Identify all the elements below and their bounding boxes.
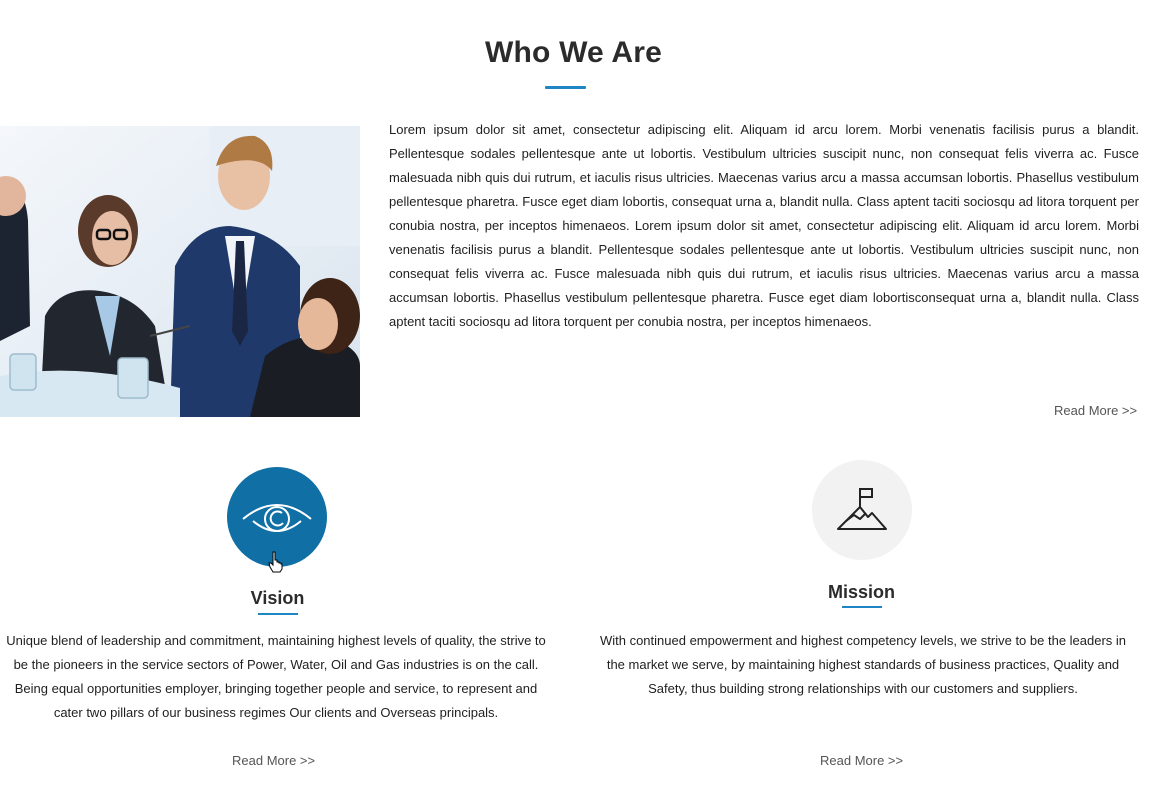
eye-icon — [241, 497, 313, 537]
team-photo-illustration — [0, 126, 360, 417]
about-text: Lorem ipsum dolor sit amet, consectetur adipiscing elit. Aliquam id arcu lorem. Morbi venenatis facilisis purus a blandit. Pellentesque sodales pellentesque ante ut lobortis. Vestibulum ultricies suscipit nunc, non consequat felis viverra ac. Fusce malesuada nibh quis dui rutrum, et iaculis risus ultricies. Maecenas varius arcu a massa accumsan lobortis. Phasellus vestibulum pellentesque pharetra. Fusce eget diam lobortis, consequat urna a, blandit nulla. Class aptent taciti sociosqu ad litora torquent per conubia nostra, per inceptos himenaeos. Lorem ipsum dolor sit amet, consectetur adipiscing elit. Aliquam id arcu lorem. Morbi venenatis facilisis purus a blandit. Pellentesque sodales pellentesque ante ut lobortis. Vestibulum ultricies suscipit nunc, non consequat felis viverra ac. Fusce malesuada nibh quis dui rutrum, et iaculis risus ultricies. Maecenas varius arcu a massa accumsan lobortis. Phasellus vestibulum pellentesque pharetra. Fusce eget diam lobortisconsequat urna a, blandit nulla. Class aptent taciti sociosqu ad litora torquent per conubia nostra, per inceptos himenaeos. — [389, 122, 1139, 329]
about-read-more-link[interactable]: Read More >> — [1054, 403, 1138, 418]
title-underline — [545, 86, 586, 89]
vision-read-more-link[interactable]: Read More >> — [232, 753, 316, 768]
mission-underline — [842, 606, 882, 608]
vision-title: Vision — [250, 588, 305, 608]
vision-text: Unique blend of leadership and commitment, maintaining highest levels of quality, the strive to be the pioneers in the service sectors of Power, Water, Oil and Gas industries is on the call. Being equal opportunities employer, bringing together people and service, to represent and cater two pillars of our business regimes Our clients and Overseas principals. — [6, 633, 546, 720]
mission-icon-circle[interactable] — [812, 460, 912, 560]
mission-read-more-link[interactable]: Read More >> — [820, 753, 904, 768]
vision-underline — [258, 613, 298, 615]
section-title: Who We Are — [484, 36, 662, 69]
mission-text: With continued empowerment and highest competency levels, we strive to be the leaders in the market we serve, by maintaining highest standards of business practices, Quality and Safety, thus building strong relationships with our customers and suppliers. — [599, 633, 1127, 696]
mountain-flag-icon — [836, 487, 888, 533]
mission-title: Mission — [827, 582, 895, 602]
hand-cursor-icon — [268, 551, 284, 573]
team-photo — [0, 126, 360, 417]
